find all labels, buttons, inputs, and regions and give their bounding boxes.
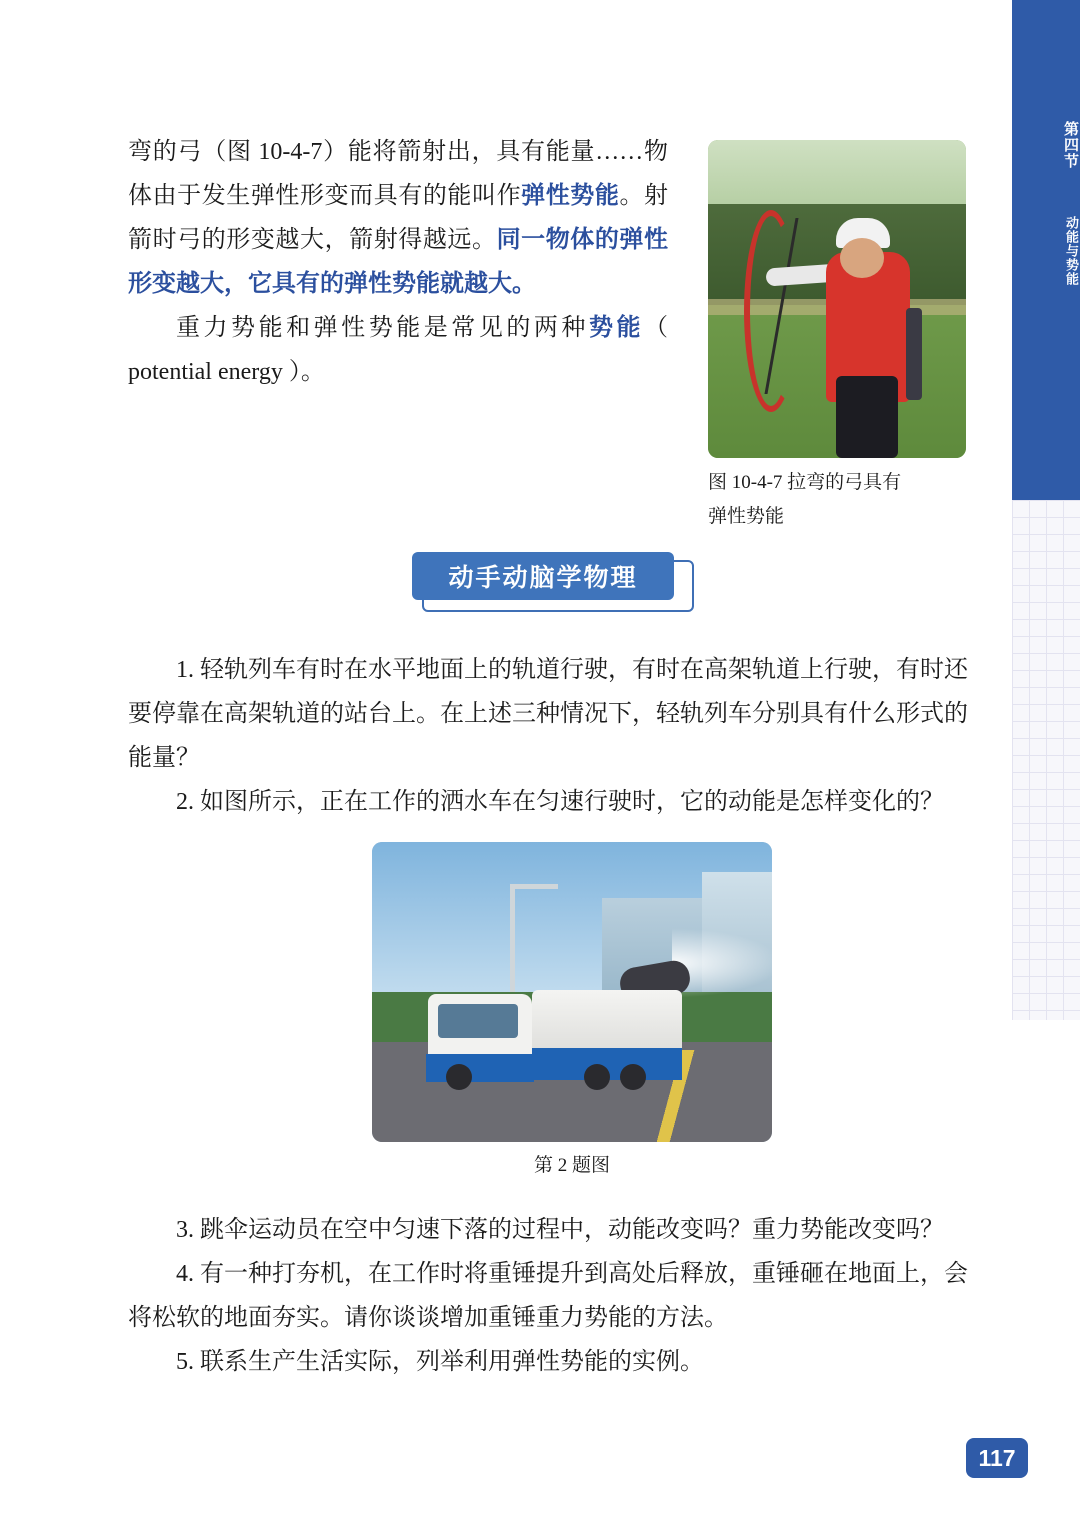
body-text-column <box>128 130 668 394</box>
archer-head <box>840 238 884 278</box>
archer-quiver <box>906 308 922 400</box>
figure-truck-image <box>372 842 772 1142</box>
side-grid-decoration <box>1012 500 1080 1020</box>
truck-wheel-mid <box>584 1064 610 1090</box>
exercise-list-top <box>128 648 968 824</box>
figure-archer-caption <box>708 466 970 534</box>
paragraph-2-run-1: 重力势能和弹性势能是常见的两种 <box>176 315 589 341</box>
paragraph-2-run-2: （ potential energy ）。 <box>128 315 669 385</box>
figure-archer-caption-line1: 图 10-4-7 拉弯的弓具有 <box>708 472 902 493</box>
archer-legs <box>836 376 898 458</box>
paragraph-1-run-2: 。射箭时弓的形变越大，箭射得越远。 <box>128 183 669 253</box>
exercise-item-1: 1. 轻轨列车有时在水平地面上的轨道行驶，有时在高架轨道上行驶，有时还要停靠在高架轨道的站台上。在上述三种情况下，轻轨列车分别具有什么形式的能量？ <box>128 657 968 771</box>
figure-archer-image <box>708 140 966 458</box>
section-side-tab <box>1012 0 1080 500</box>
paragraph-1-run-1: 弯的弓（图 10-4-7）能将箭射出，具有能量……物体由于发生弹性形变而具有的能叫作 <box>128 139 668 209</box>
side-tab-section-title: 动能与势能 <box>1064 216 1079 286</box>
truck-cab-skirt <box>426 1054 534 1082</box>
street-lamp-pole <box>510 884 515 994</box>
side-tab-section-label: 第四节 <box>1062 121 1079 169</box>
paragraph-2 <box>128 306 668 394</box>
paragraph-1-bold-2: 同一物体的弹性形变越大，它具有的弹性势能就越大。 <box>128 227 669 297</box>
exercise-item-5: 5. 联系生产生活实际，列举利用弹性势能的实例。 <box>176 1349 704 1375</box>
section-banner-label: 动手动脑学物理 <box>412 552 674 600</box>
figure-archer-caption-line2: 弹性势能 <box>708 506 785 527</box>
paragraph-1 <box>128 130 668 306</box>
exercise-list-bottom <box>128 1208 968 1384</box>
exercise-item-4: 4. 有一种打夯机，在工作时将重锤提升到高处后释放，重锤砸在地面上，会将松软的地面夯实。请你谈谈增加重锤重力势能的方法。 <box>128 1261 968 1331</box>
paragraph-1-bold-1: 弹性势能 <box>521 183 620 209</box>
truck-wheel-rear <box>620 1064 646 1090</box>
truck-wheel-front <box>446 1064 472 1090</box>
section-banner <box>412 552 692 608</box>
truck-windshield <box>438 1004 518 1038</box>
figure-truck-caption: 第 2 题图 <box>533 1155 610 1176</box>
exercise-item-2: 2. 如图所示，正在工作的洒水车在匀速行驶时，它的动能是怎样变化的？ <box>176 789 944 815</box>
paragraph-2-bold-1: 势能 <box>588 315 645 341</box>
page-number: 117 <box>966 1438 1028 1478</box>
bow-icon <box>744 210 798 412</box>
exercise-item-3: 3. 跳伞运动员在空中匀速下落的过程中，动能改变吗？重力势能改变吗？ <box>176 1217 944 1243</box>
street-lamp-arm <box>510 884 558 889</box>
